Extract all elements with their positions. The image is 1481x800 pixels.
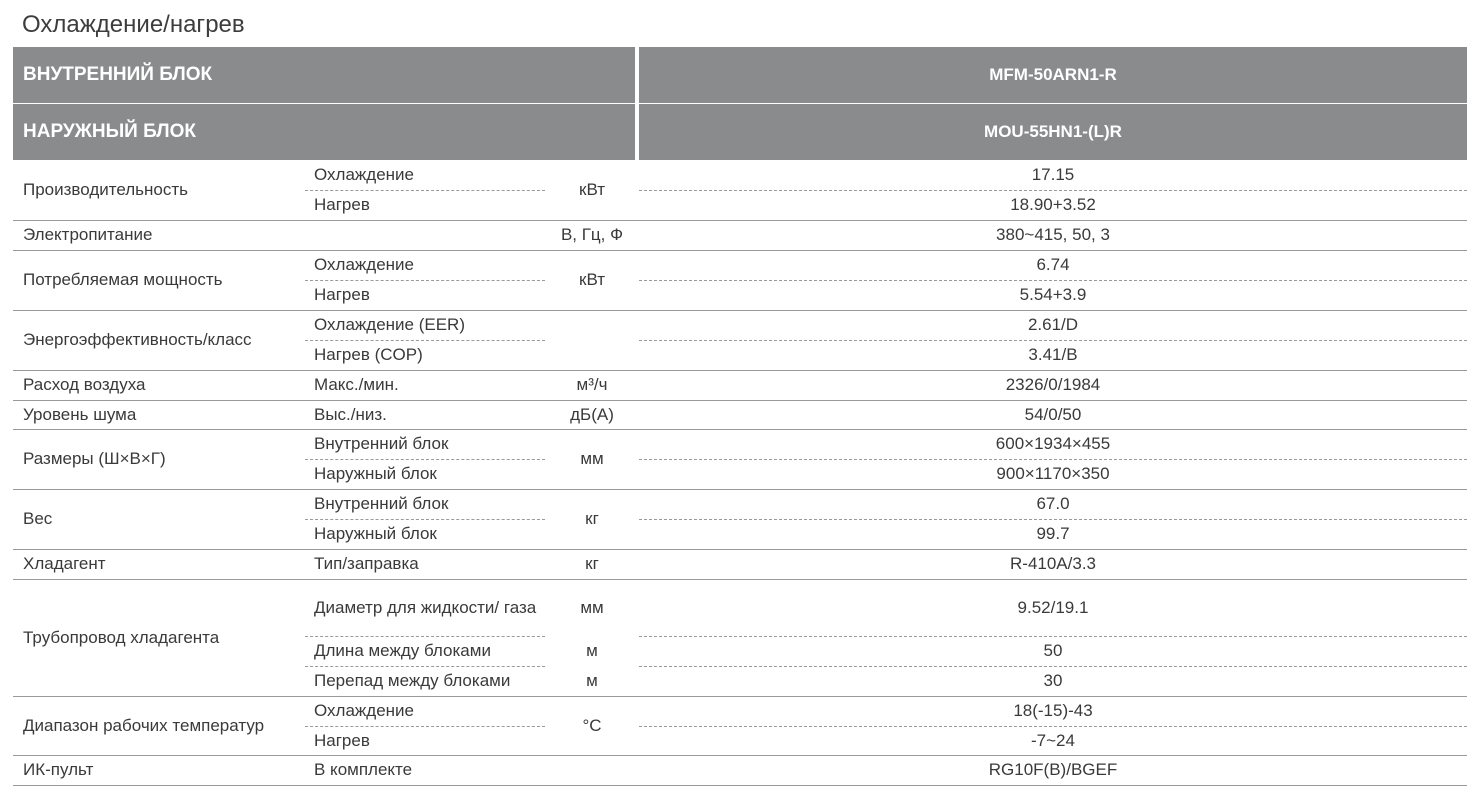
unit-label: м bbox=[586, 671, 598, 690]
param-label: Энергоэффективность/класс bbox=[23, 330, 252, 349]
param-label: Расход воздуха bbox=[23, 375, 146, 394]
sub-param-label: Диаметр для жидкости/ газа bbox=[314, 598, 537, 617]
row-divider bbox=[13, 785, 1467, 786]
param-label: Уровень шума bbox=[23, 404, 137, 424]
unit-label: м³/ч bbox=[576, 375, 608, 394]
param-label: Электропитание bbox=[23, 225, 153, 244]
value-cell: 3.41/B bbox=[1028, 345, 1078, 364]
value-cell: 2326/0/1984 bbox=[1005, 375, 1101, 394]
unit-label: мм bbox=[580, 597, 604, 617]
unit-label: мм bbox=[580, 449, 604, 468]
unit-label: кВт bbox=[579, 270, 605, 289]
value-cell: 2.61/D bbox=[1027, 315, 1079, 334]
sub-param-label: Тип/заправка bbox=[314, 554, 419, 573]
sub-param-label: Охлаждение bbox=[314, 165, 414, 184]
value-cell: 17.15 bbox=[1031, 165, 1075, 184]
value-cell: 18.90+3.52 bbox=[1010, 195, 1096, 214]
value-cell: 380~415, 50, 3 bbox=[996, 225, 1110, 244]
value-cell: R-410A/3.3 bbox=[1010, 554, 1096, 573]
value-cell: 99.7 bbox=[1036, 524, 1070, 543]
sub-param-label: Выс./низ. bbox=[314, 404, 387, 424]
unit-label: В, Гц, Ф bbox=[560, 225, 624, 244]
sub-param-label: Длина между блоками bbox=[314, 641, 491, 660]
sub-param-label: Нагрев bbox=[314, 195, 370, 214]
value-cell: 50 bbox=[1043, 641, 1063, 660]
unit-label: кВт bbox=[579, 180, 605, 199]
value-cell: 6.74 bbox=[1036, 255, 1070, 274]
param-label: Вес bbox=[23, 509, 53, 528]
sub-param-label: Внутренний блок bbox=[314, 434, 449, 453]
sub-param-label: В комплекте bbox=[314, 760, 413, 779]
value-cell: RG10F(B)/BGEF bbox=[988, 760, 1118, 779]
sub-param-label: Наружный блок bbox=[314, 524, 437, 543]
value-cell: 9.52/19.1 bbox=[1017, 597, 1089, 617]
unit-label: кг bbox=[585, 509, 599, 528]
value-cell: 5.54+3.9 bbox=[1019, 285, 1087, 304]
unit-label: дБ(А) bbox=[570, 404, 614, 424]
sub-param-label: Нагрев (COP) bbox=[314, 345, 423, 364]
sub-param-label: Охлаждение bbox=[314, 255, 414, 274]
unit-label: °С bbox=[582, 715, 602, 735]
indoor-unit-model: MFM-50ARN1-R bbox=[639, 47, 1467, 103]
param-label: Хладагент bbox=[23, 554, 106, 573]
unit-label: кг bbox=[585, 554, 599, 573]
sub-param-label: Перепад между блоками bbox=[314, 671, 511, 690]
sub-param-label: Внутренний блок bbox=[314, 494, 449, 513]
param-label: ИК-пульт bbox=[23, 760, 94, 779]
sub-param-label: Макс./мин. bbox=[314, 375, 399, 394]
outdoor-unit-header-label: НАРУЖНЫЙ БЛОК bbox=[13, 104, 635, 160]
unit-label: м bbox=[586, 641, 598, 660]
indoor-unit-header-label: ВНУТРЕННИЙ БЛОК bbox=[13, 47, 635, 103]
param-label: Размеры (Ш×В×Г) bbox=[23, 449, 166, 468]
sub-param-label: Охлаждение bbox=[314, 701, 414, 720]
param-label: Диапазон рабочих температур bbox=[23, 715, 265, 735]
value-cell: 30 bbox=[1043, 671, 1063, 690]
value-cell: 900×1170×350 bbox=[996, 464, 1110, 483]
page-title: Охлаждение/нагрев bbox=[22, 11, 245, 38]
value-cell: 67.0 bbox=[1036, 494, 1070, 513]
value-cell: 600×1934×455 bbox=[995, 434, 1111, 453]
value-cell: 54/0/50 bbox=[1024, 404, 1082, 424]
sub-param-label: Наружный блок bbox=[314, 464, 437, 483]
value-cell: 18(-15)-43 bbox=[1013, 701, 1093, 720]
value-cell: -7~24 bbox=[1031, 730, 1075, 750]
sub-param-label: Нагрев bbox=[314, 285, 370, 304]
param-label: Производительность bbox=[23, 180, 189, 199]
param-label: Потребляемая мощность bbox=[23, 270, 223, 289]
param-label: Трубопровод хладагента bbox=[23, 627, 220, 647]
sub-param-label: Нагрев bbox=[314, 730, 370, 750]
outdoor-unit-model: MOU-55HN1-(L)R bbox=[639, 104, 1467, 160]
sub-param-label: Охлаждение (EER) bbox=[314, 315, 465, 334]
